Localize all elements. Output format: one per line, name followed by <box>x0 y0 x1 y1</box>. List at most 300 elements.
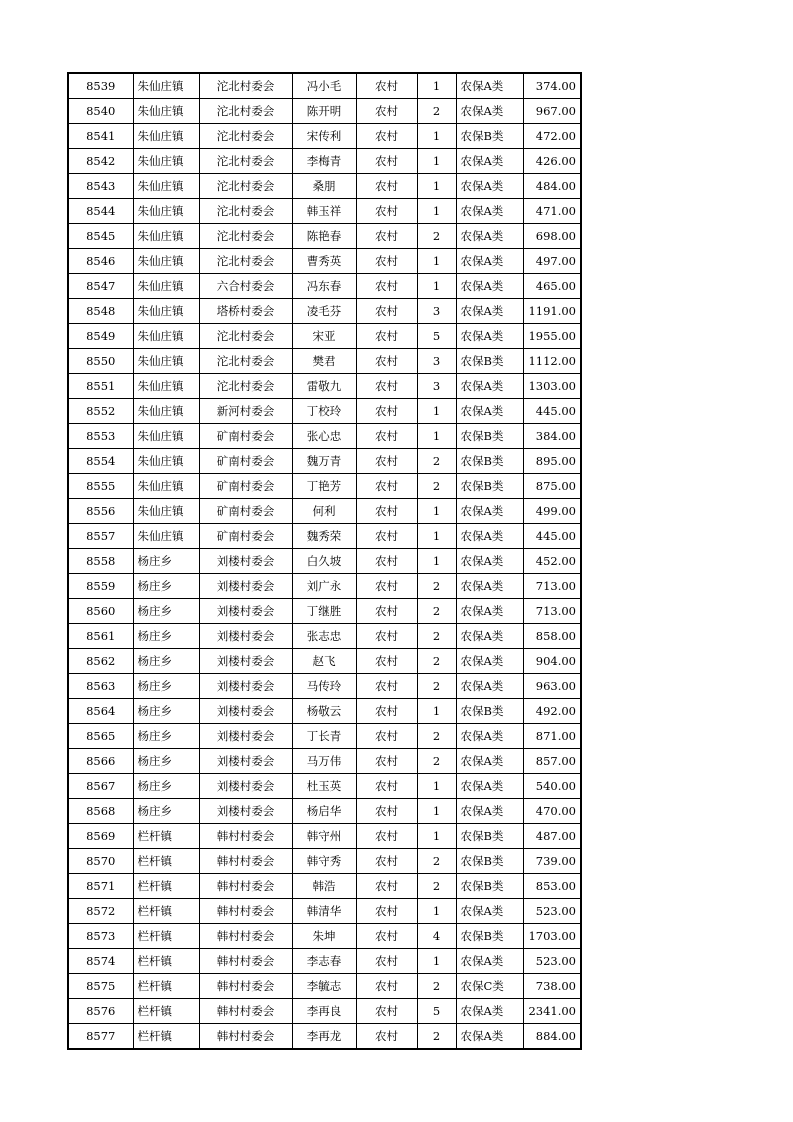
cell-insurance-type: 农保A类 <box>456 1024 523 1050</box>
table-row <box>68 724 581 749</box>
cell-household-count: 1 <box>417 399 456 424</box>
cell-household-count: 1 <box>417 274 456 299</box>
table-row <box>68 73 581 99</box>
cell-person-name: 何利 <box>292 499 356 524</box>
cell-person-name: 陈艳春 <box>292 224 356 249</box>
cell-town: 杨庄乡 <box>133 574 199 599</box>
cell-amount: 858.00 <box>523 624 581 649</box>
cell-town: 杨庄乡 <box>133 774 199 799</box>
cell-insurance-type: 农保A类 <box>456 949 523 974</box>
cell-household-count: 1 <box>417 424 456 449</box>
cell-village-committee: 刘楼村委会 <box>199 599 292 624</box>
cell-record-id: 8571 <box>68 874 133 899</box>
cell-village-committee: 韩村村委会 <box>199 949 292 974</box>
cell-record-id: 8569 <box>68 824 133 849</box>
cell-town: 栏杆镇 <box>133 949 199 974</box>
table-row <box>68 124 581 149</box>
cell-village-committee: 刘楼村委会 <box>199 649 292 674</box>
cell-town: 朱仙庄镇 <box>133 324 199 349</box>
cell-insurance-type: 农保A类 <box>456 674 523 699</box>
cell-area-type: 农村 <box>356 249 417 274</box>
cell-household-count: 1 <box>417 824 456 849</box>
table-row <box>68 99 581 124</box>
table-row <box>68 149 581 174</box>
cell-amount: 1191.00 <box>523 299 581 324</box>
cell-insurance-type: 农保A类 <box>456 174 523 199</box>
cell-village-committee: 矿南村委会 <box>199 524 292 549</box>
cell-person-name: 丁校玲 <box>292 399 356 424</box>
cell-record-id: 8560 <box>68 599 133 624</box>
cell-person-name: 宋传利 <box>292 124 356 149</box>
cell-record-id: 8576 <box>68 999 133 1024</box>
cell-insurance-type: 农保A类 <box>456 99 523 124</box>
cell-record-id: 8539 <box>68 73 133 99</box>
cell-town: 朱仙庄镇 <box>133 499 199 524</box>
cell-household-count: 2 <box>417 1024 456 1050</box>
cell-amount: 465.00 <box>523 274 581 299</box>
cell-area-type: 农村 <box>356 399 417 424</box>
cell-household-count: 2 <box>417 574 456 599</box>
table-row <box>68 699 581 724</box>
cell-insurance-type: 农保A类 <box>456 149 523 174</box>
cell-person-name: 韩守州 <box>292 824 356 849</box>
cell-household-count: 3 <box>417 374 456 399</box>
table-row <box>68 274 581 299</box>
cell-village-committee: 刘楼村委会 <box>199 724 292 749</box>
table-row <box>68 799 581 824</box>
cell-town: 朱仙庄镇 <box>133 524 199 549</box>
cell-village-committee: 刘楼村委会 <box>199 549 292 574</box>
cell-record-id: 8568 <box>68 799 133 824</box>
cell-insurance-type: 农保B类 <box>456 124 523 149</box>
cell-village-committee: 沱北村委会 <box>199 73 292 99</box>
cell-household-count: 1 <box>417 149 456 174</box>
cell-village-committee: 刘楼村委会 <box>199 774 292 799</box>
cell-person-name: 李再龙 <box>292 1024 356 1050</box>
cell-area-type: 农村 <box>356 849 417 874</box>
cell-amount: 452.00 <box>523 549 581 574</box>
cell-amount: 739.00 <box>523 849 581 874</box>
cell-area-type: 农村 <box>356 149 417 174</box>
cell-amount: 523.00 <box>523 899 581 924</box>
cell-person-name: 曹秀英 <box>292 249 356 274</box>
cell-area-type: 农村 <box>356 599 417 624</box>
cell-amount: 470.00 <box>523 799 581 824</box>
table-row <box>68 774 581 799</box>
cell-insurance-type: 农保A类 <box>456 799 523 824</box>
cell-town: 杨庄乡 <box>133 549 199 574</box>
cell-village-committee: 刘楼村委会 <box>199 624 292 649</box>
cell-amount: 895.00 <box>523 449 581 474</box>
cell-record-id: 8567 <box>68 774 133 799</box>
roster-body <box>68 73 581 1049</box>
cell-area-type: 农村 <box>356 699 417 724</box>
cell-record-id: 8548 <box>68 299 133 324</box>
cell-village-committee: 刘楼村委会 <box>199 674 292 699</box>
table-row <box>68 474 581 499</box>
cell-record-id: 8547 <box>68 274 133 299</box>
table-row <box>68 249 581 274</box>
table-row <box>68 874 581 899</box>
cell-record-id: 8546 <box>68 249 133 274</box>
cell-village-committee: 新河村委会 <box>199 399 292 424</box>
cell-insurance-type: 农保B类 <box>456 824 523 849</box>
cell-town: 杨庄乡 <box>133 749 199 774</box>
cell-area-type: 农村 <box>356 874 417 899</box>
cell-village-committee: 矿南村委会 <box>199 449 292 474</box>
cell-person-name: 宋亚 <box>292 324 356 349</box>
cell-village-committee: 韩村村委会 <box>199 874 292 899</box>
table-row <box>68 174 581 199</box>
cell-area-type: 农村 <box>356 774 417 799</box>
cell-insurance-type: 农保A类 <box>456 724 523 749</box>
cell-household-count: 1 <box>417 699 456 724</box>
cell-record-id: 8565 <box>68 724 133 749</box>
cell-town: 朱仙庄镇 <box>133 374 199 399</box>
cell-area-type: 农村 <box>356 474 417 499</box>
cell-person-name: 桑朋 <box>292 174 356 199</box>
cell-insurance-type: 农保A类 <box>456 299 523 324</box>
cell-town: 栏杆镇 <box>133 1024 199 1050</box>
cell-record-id: 8575 <box>68 974 133 999</box>
cell-household-count: 2 <box>417 674 456 699</box>
cell-household-count: 4 <box>417 924 456 949</box>
cell-amount: 374.00 <box>523 73 581 99</box>
cell-insurance-type: 农保A类 <box>456 599 523 624</box>
cell-village-committee: 沱北村委会 <box>199 199 292 224</box>
cell-amount: 713.00 <box>523 599 581 624</box>
cell-household-count: 2 <box>417 99 456 124</box>
cell-area-type: 农村 <box>356 349 417 374</box>
table-row <box>68 449 581 474</box>
cell-insurance-type: 农保A类 <box>456 649 523 674</box>
cell-amount: 1955.00 <box>523 324 581 349</box>
cell-town: 朱仙庄镇 <box>133 399 199 424</box>
cell-area-type: 农村 <box>356 224 417 249</box>
cell-record-id: 8564 <box>68 699 133 724</box>
cell-household-count: 1 <box>417 524 456 549</box>
cell-area-type: 农村 <box>356 73 417 99</box>
cell-village-committee: 沱北村委会 <box>199 349 292 374</box>
cell-town: 杨庄乡 <box>133 599 199 624</box>
cell-village-committee: 六合村委会 <box>199 274 292 299</box>
cell-insurance-type: 农保A类 <box>456 399 523 424</box>
cell-household-count: 1 <box>417 124 456 149</box>
cell-village-committee: 沱北村委会 <box>199 249 292 274</box>
cell-amount: 1112.00 <box>523 349 581 374</box>
cell-person-name: 韩浩 <box>292 874 356 899</box>
table-row <box>68 999 581 1024</box>
cell-record-id: 8542 <box>68 149 133 174</box>
cell-record-id: 8558 <box>68 549 133 574</box>
cell-insurance-type: 农保A类 <box>456 999 523 1024</box>
table-row <box>68 324 581 349</box>
table-row <box>68 349 581 374</box>
cell-record-id: 8545 <box>68 224 133 249</box>
cell-area-type: 农村 <box>356 499 417 524</box>
cell-person-name: 魏秀荣 <box>292 524 356 549</box>
cell-town: 杨庄乡 <box>133 649 199 674</box>
table-row <box>68 424 581 449</box>
cell-area-type: 农村 <box>356 299 417 324</box>
cell-insurance-type: 农保A类 <box>456 374 523 399</box>
cell-village-committee: 塔桥村委会 <box>199 299 292 324</box>
cell-town: 杨庄乡 <box>133 674 199 699</box>
cell-record-id: 8552 <box>68 399 133 424</box>
cell-village-committee: 沱北村委会 <box>199 99 292 124</box>
cell-town: 杨庄乡 <box>133 799 199 824</box>
cell-record-id: 8544 <box>68 199 133 224</box>
cell-amount: 904.00 <box>523 649 581 674</box>
cell-town: 朱仙庄镇 <box>133 199 199 224</box>
cell-town: 朱仙庄镇 <box>133 73 199 99</box>
cell-record-id: 8557 <box>68 524 133 549</box>
cell-area-type: 农村 <box>356 949 417 974</box>
cell-household-count: 2 <box>417 599 456 624</box>
roster-table <box>67 72 582 1050</box>
cell-insurance-type: 农保A类 <box>456 499 523 524</box>
cell-person-name: 张心忠 <box>292 424 356 449</box>
cell-area-type: 农村 <box>356 799 417 824</box>
cell-amount: 1703.00 <box>523 924 581 949</box>
cell-amount: 698.00 <box>523 224 581 249</box>
cell-insurance-type: 农保A类 <box>456 574 523 599</box>
cell-record-id: 8573 <box>68 924 133 949</box>
cell-town: 朱仙庄镇 <box>133 224 199 249</box>
cell-town: 杨庄乡 <box>133 699 199 724</box>
table-row <box>68 374 581 399</box>
cell-amount: 384.00 <box>523 424 581 449</box>
table-row <box>68 849 581 874</box>
cell-village-committee: 刘楼村委会 <box>199 574 292 599</box>
cell-amount: 1303.00 <box>523 374 581 399</box>
cell-amount: 963.00 <box>523 674 581 699</box>
cell-insurance-type: 农保B类 <box>456 699 523 724</box>
cell-amount: 967.00 <box>523 99 581 124</box>
cell-amount: 884.00 <box>523 1024 581 1050</box>
cell-person-name: 凌毛芬 <box>292 299 356 324</box>
cell-town: 杨庄乡 <box>133 624 199 649</box>
cell-person-name: 樊君 <box>292 349 356 374</box>
cell-household-count: 2 <box>417 224 456 249</box>
cell-person-name: 朱坤 <box>292 924 356 949</box>
cell-insurance-type: 农保A类 <box>456 549 523 574</box>
cell-area-type: 农村 <box>356 449 417 474</box>
cell-person-name: 魏万青 <box>292 449 356 474</box>
cell-amount: 857.00 <box>523 749 581 774</box>
cell-town: 栏杆镇 <box>133 999 199 1024</box>
cell-area-type: 农村 <box>356 924 417 949</box>
cell-person-name: 丁艳芳 <box>292 474 356 499</box>
cell-household-count: 1 <box>417 499 456 524</box>
cell-area-type: 农村 <box>356 174 417 199</box>
cell-area-type: 农村 <box>356 649 417 674</box>
cell-household-count: 1 <box>417 199 456 224</box>
cell-household-count: 2 <box>417 724 456 749</box>
cell-record-id: 8554 <box>68 449 133 474</box>
cell-village-committee: 韩村村委会 <box>199 999 292 1024</box>
cell-record-id: 8577 <box>68 1024 133 1050</box>
cell-household-count: 2 <box>417 974 456 999</box>
cell-town: 朱仙庄镇 <box>133 174 199 199</box>
cell-insurance-type: 农保A类 <box>456 199 523 224</box>
cell-person-name: 丁继胜 <box>292 599 356 624</box>
cell-village-committee: 韩村村委会 <box>199 924 292 949</box>
cell-household-count: 2 <box>417 449 456 474</box>
cell-insurance-type: 农保A类 <box>456 899 523 924</box>
cell-amount: 875.00 <box>523 474 581 499</box>
cell-area-type: 农村 <box>356 899 417 924</box>
cell-village-committee: 韩村村委会 <box>199 849 292 874</box>
cell-household-count: 1 <box>417 949 456 974</box>
cell-person-name: 李再良 <box>292 999 356 1024</box>
table-row <box>68 749 581 774</box>
cell-area-type: 农村 <box>356 324 417 349</box>
cell-town: 栏杆镇 <box>133 824 199 849</box>
cell-household-count: 2 <box>417 474 456 499</box>
cell-person-name: 刘广永 <box>292 574 356 599</box>
cell-household-count: 1 <box>417 549 456 574</box>
cell-town: 朱仙庄镇 <box>133 124 199 149</box>
cell-record-id: 8561 <box>68 624 133 649</box>
cell-village-committee: 矿南村委会 <box>199 474 292 499</box>
table-row <box>68 224 581 249</box>
cell-person-name: 李毓志 <box>292 974 356 999</box>
cell-record-id: 8541 <box>68 124 133 149</box>
cell-person-name: 雷敬九 <box>292 374 356 399</box>
cell-town: 栏杆镇 <box>133 899 199 924</box>
cell-amount: 871.00 <box>523 724 581 749</box>
cell-household-count: 1 <box>417 73 456 99</box>
cell-amount: 738.00 <box>523 974 581 999</box>
table-row <box>68 974 581 999</box>
table-row <box>68 924 581 949</box>
cell-area-type: 农村 <box>356 274 417 299</box>
cell-household-count: 1 <box>417 799 456 824</box>
cell-area-type: 农村 <box>356 124 417 149</box>
cell-person-name: 丁长青 <box>292 724 356 749</box>
cell-insurance-type: 农保A类 <box>456 324 523 349</box>
cell-person-name: 白久坡 <box>292 549 356 574</box>
cell-record-id: 8550 <box>68 349 133 374</box>
cell-town: 朱仙庄镇 <box>133 249 199 274</box>
cell-village-committee: 沱北村委会 <box>199 224 292 249</box>
cell-amount: 853.00 <box>523 874 581 899</box>
cell-village-committee: 矿南村委会 <box>199 499 292 524</box>
cell-area-type: 农村 <box>356 549 417 574</box>
cell-town: 栏杆镇 <box>133 924 199 949</box>
cell-area-type: 农村 <box>356 1024 417 1050</box>
cell-record-id: 8570 <box>68 849 133 874</box>
cell-record-id: 8553 <box>68 424 133 449</box>
cell-town: 朱仙庄镇 <box>133 274 199 299</box>
cell-amount: 499.00 <box>523 499 581 524</box>
cell-insurance-type: 农保B类 <box>456 449 523 474</box>
cell-village-committee: 沱北村委会 <box>199 324 292 349</box>
cell-person-name: 张志忠 <box>292 624 356 649</box>
cell-person-name: 冯东春 <box>292 274 356 299</box>
cell-amount: 471.00 <box>523 199 581 224</box>
table-row <box>68 574 581 599</box>
cell-household-count: 5 <box>417 999 456 1024</box>
table-row <box>68 299 581 324</box>
cell-amount: 484.00 <box>523 174 581 199</box>
cell-area-type: 农村 <box>356 724 417 749</box>
cell-insurance-type: 农保A类 <box>456 224 523 249</box>
cell-person-name: 李梅青 <box>292 149 356 174</box>
cell-household-count: 1 <box>417 899 456 924</box>
cell-village-committee: 刘楼村委会 <box>199 799 292 824</box>
cell-area-type: 农村 <box>356 424 417 449</box>
cell-amount: 497.00 <box>523 249 581 274</box>
cell-household-count: 2 <box>417 749 456 774</box>
table-row <box>68 949 581 974</box>
table-row <box>68 649 581 674</box>
cell-insurance-type: 农保A类 <box>456 624 523 649</box>
cell-town: 朱仙庄镇 <box>133 299 199 324</box>
cell-insurance-type: 农保A类 <box>456 524 523 549</box>
table-row <box>68 1024 581 1050</box>
cell-household-count: 1 <box>417 774 456 799</box>
cell-record-id: 8540 <box>68 99 133 124</box>
cell-village-committee: 沱北村委会 <box>199 124 292 149</box>
cell-household-count: 3 <box>417 349 456 374</box>
cell-household-count: 1 <box>417 249 456 274</box>
cell-amount: 445.00 <box>523 399 581 424</box>
cell-insurance-type: 农保B类 <box>456 924 523 949</box>
cell-village-committee: 刘楼村委会 <box>199 699 292 724</box>
cell-record-id: 8563 <box>68 674 133 699</box>
table-row <box>68 674 581 699</box>
cell-record-id: 8566 <box>68 749 133 774</box>
table-row <box>68 499 581 524</box>
cell-household-count: 2 <box>417 874 456 899</box>
cell-village-committee: 矿南村委会 <box>199 424 292 449</box>
cell-village-committee: 韩村村委会 <box>199 1024 292 1050</box>
cell-town: 栏杆镇 <box>133 974 199 999</box>
cell-insurance-type: 农保A类 <box>456 274 523 299</box>
cell-area-type: 农村 <box>356 574 417 599</box>
cell-person-name: 韩守秀 <box>292 849 356 874</box>
cell-amount: 445.00 <box>523 524 581 549</box>
cell-household-count: 1 <box>417 174 456 199</box>
cell-record-id: 8574 <box>68 949 133 974</box>
cell-person-name: 赵飞 <box>292 649 356 674</box>
cell-insurance-type: 农保B类 <box>456 474 523 499</box>
cell-household-count: 3 <box>417 299 456 324</box>
cell-person-name: 陈开明 <box>292 99 356 124</box>
cell-household-count: 2 <box>417 649 456 674</box>
cell-area-type: 农村 <box>356 374 417 399</box>
cell-insurance-type: 农保C类 <box>456 974 523 999</box>
cell-person-name: 杨启华 <box>292 799 356 824</box>
cell-area-type: 农村 <box>356 99 417 124</box>
table-row <box>68 524 581 549</box>
cell-area-type: 农村 <box>356 974 417 999</box>
cell-record-id: 8543 <box>68 174 133 199</box>
cell-amount: 523.00 <box>523 949 581 974</box>
cell-record-id: 8551 <box>68 374 133 399</box>
cell-village-committee: 沱北村委会 <box>199 149 292 174</box>
cell-area-type: 农村 <box>356 749 417 774</box>
table-row <box>68 549 581 574</box>
cell-person-name: 杜玉英 <box>292 774 356 799</box>
cell-village-committee: 韩村村委会 <box>199 824 292 849</box>
cell-amount: 2341.00 <box>523 999 581 1024</box>
cell-town: 朱仙庄镇 <box>133 149 199 174</box>
cell-amount: 713.00 <box>523 574 581 599</box>
cell-insurance-type: 农保A类 <box>456 774 523 799</box>
